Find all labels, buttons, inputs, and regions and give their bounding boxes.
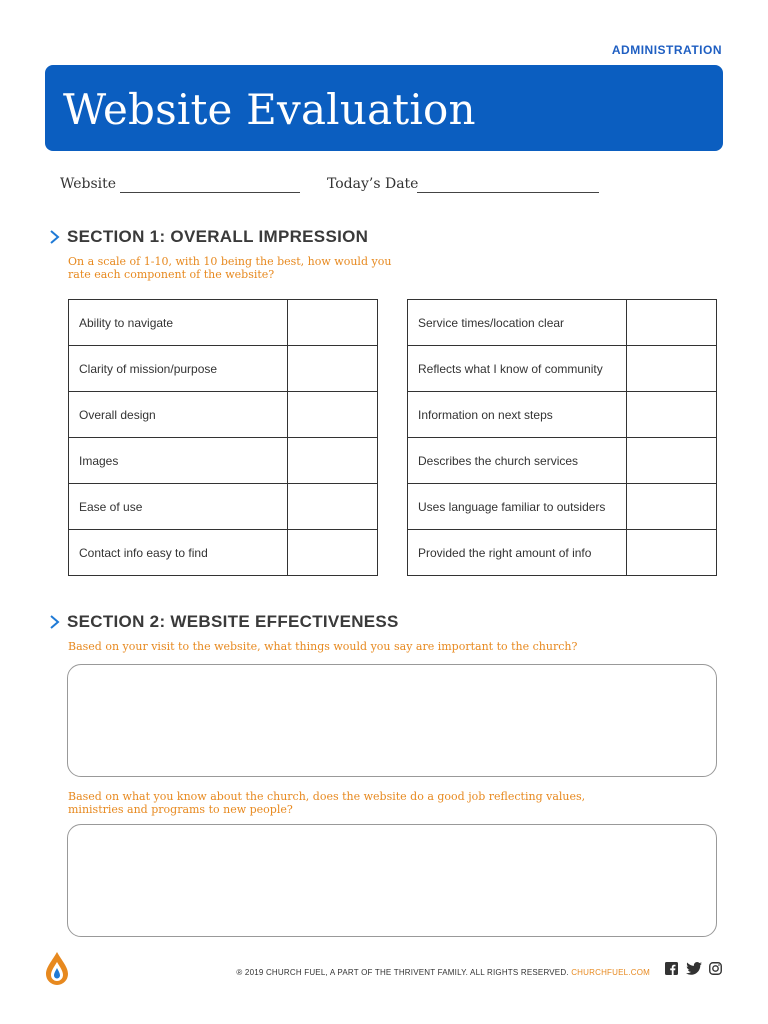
facebook-icon[interactable] [665, 962, 678, 975]
rating-input-box[interactable] [627, 484, 717, 530]
rating-input-box[interactable] [627, 392, 717, 438]
answer-box-1[interactable] [67, 664, 717, 777]
instagram-icon[interactable] [709, 962, 722, 975]
chevron-right-icon [47, 227, 63, 247]
rating-item-label: Images [69, 438, 288, 484]
church-fuel-logo [44, 951, 70, 987]
rating-item-label: Information on next steps [408, 392, 627, 438]
rating-item-label: Uses language familiar to outsiders [408, 484, 627, 530]
rating-item-label: Provided the right amount of info [408, 530, 627, 576]
rating-input-box[interactable] [627, 346, 717, 392]
date-field-line[interactable] [417, 192, 599, 193]
website-field-line[interactable] [120, 192, 300, 193]
rating-input-box[interactable] [288, 484, 378, 530]
page-title: Website Evaluation [63, 85, 476, 134]
section2-title: SECTION 2: WEBSITE EFFECTIVENESS [67, 612, 399, 631]
rating-item-label: Describes the church services [408, 438, 627, 484]
section2-question2: Based on what you know about the church, does the website do a good job reflecting values, ministries and programs to new people? [68, 790, 586, 816]
chevron-right-icon [47, 612, 63, 632]
table-row [69, 346, 378, 392]
rating-input-box[interactable] [627, 438, 717, 484]
table-row [408, 530, 717, 576]
table-row [408, 484, 717, 530]
rating-input-box[interactable] [627, 530, 717, 576]
table-row [69, 438, 378, 484]
rating-item-label: Reflects what I know of community [408, 346, 627, 392]
section1-heading [47, 227, 368, 247]
table-row [69, 530, 378, 576]
rating-item-label: Contact info easy to find [69, 530, 288, 576]
rating-item-label: Ability to navigate [69, 300, 288, 346]
rating-table-right [407, 299, 717, 576]
rating-input-box[interactable] [288, 530, 378, 576]
answer-box-2[interactable] [67, 824, 717, 937]
rating-input-box[interactable] [288, 392, 378, 438]
table-row [408, 438, 717, 484]
footer-link[interactable]: CHURCHFUEL.COM [571, 968, 650, 977]
title-banner [45, 65, 723, 151]
table-row [69, 300, 378, 346]
website-label: Website [60, 176, 117, 192]
category-label: ADMINISTRATION [611, 43, 722, 57]
rating-input-box[interactable] [627, 300, 717, 346]
table-row [408, 392, 717, 438]
table-row [408, 346, 717, 392]
rating-input-box[interactable] [288, 438, 378, 484]
footer-copyright: ® 2019 CHURCH FUEL, A PART OF THE THRIVENT FAMILY. ALL RIGHTS RESERVED. CHURCHFUEL.COM [236, 968, 650, 977]
date-label: Today’s Date [327, 176, 419, 192]
twitter-icon[interactable] [686, 962, 702, 975]
rating-input-box[interactable] [288, 346, 378, 392]
rating-item-label: Clarity of mission/purpose [69, 346, 288, 392]
section1-title: SECTION 1: OVERALL IMPRESSION [67, 227, 369, 246]
rating-table-left [68, 299, 378, 576]
rating-input-box[interactable] [288, 300, 378, 346]
table-row [69, 392, 378, 438]
rating-item-label: Service times/location clear [408, 300, 627, 346]
section1-prompt: On a scale of 1-10, with 10 being the best, how would you rate each component of the website? [68, 255, 392, 281]
table-row [69, 484, 378, 530]
rating-item-label: Ease of use [69, 484, 288, 530]
rating-item-label: Overall design [69, 392, 288, 438]
table-row [408, 300, 717, 346]
section2-question1: Based on your visit to the website, what things would you say are important to the church? [68, 640, 578, 653]
section2-heading [47, 612, 399, 632]
